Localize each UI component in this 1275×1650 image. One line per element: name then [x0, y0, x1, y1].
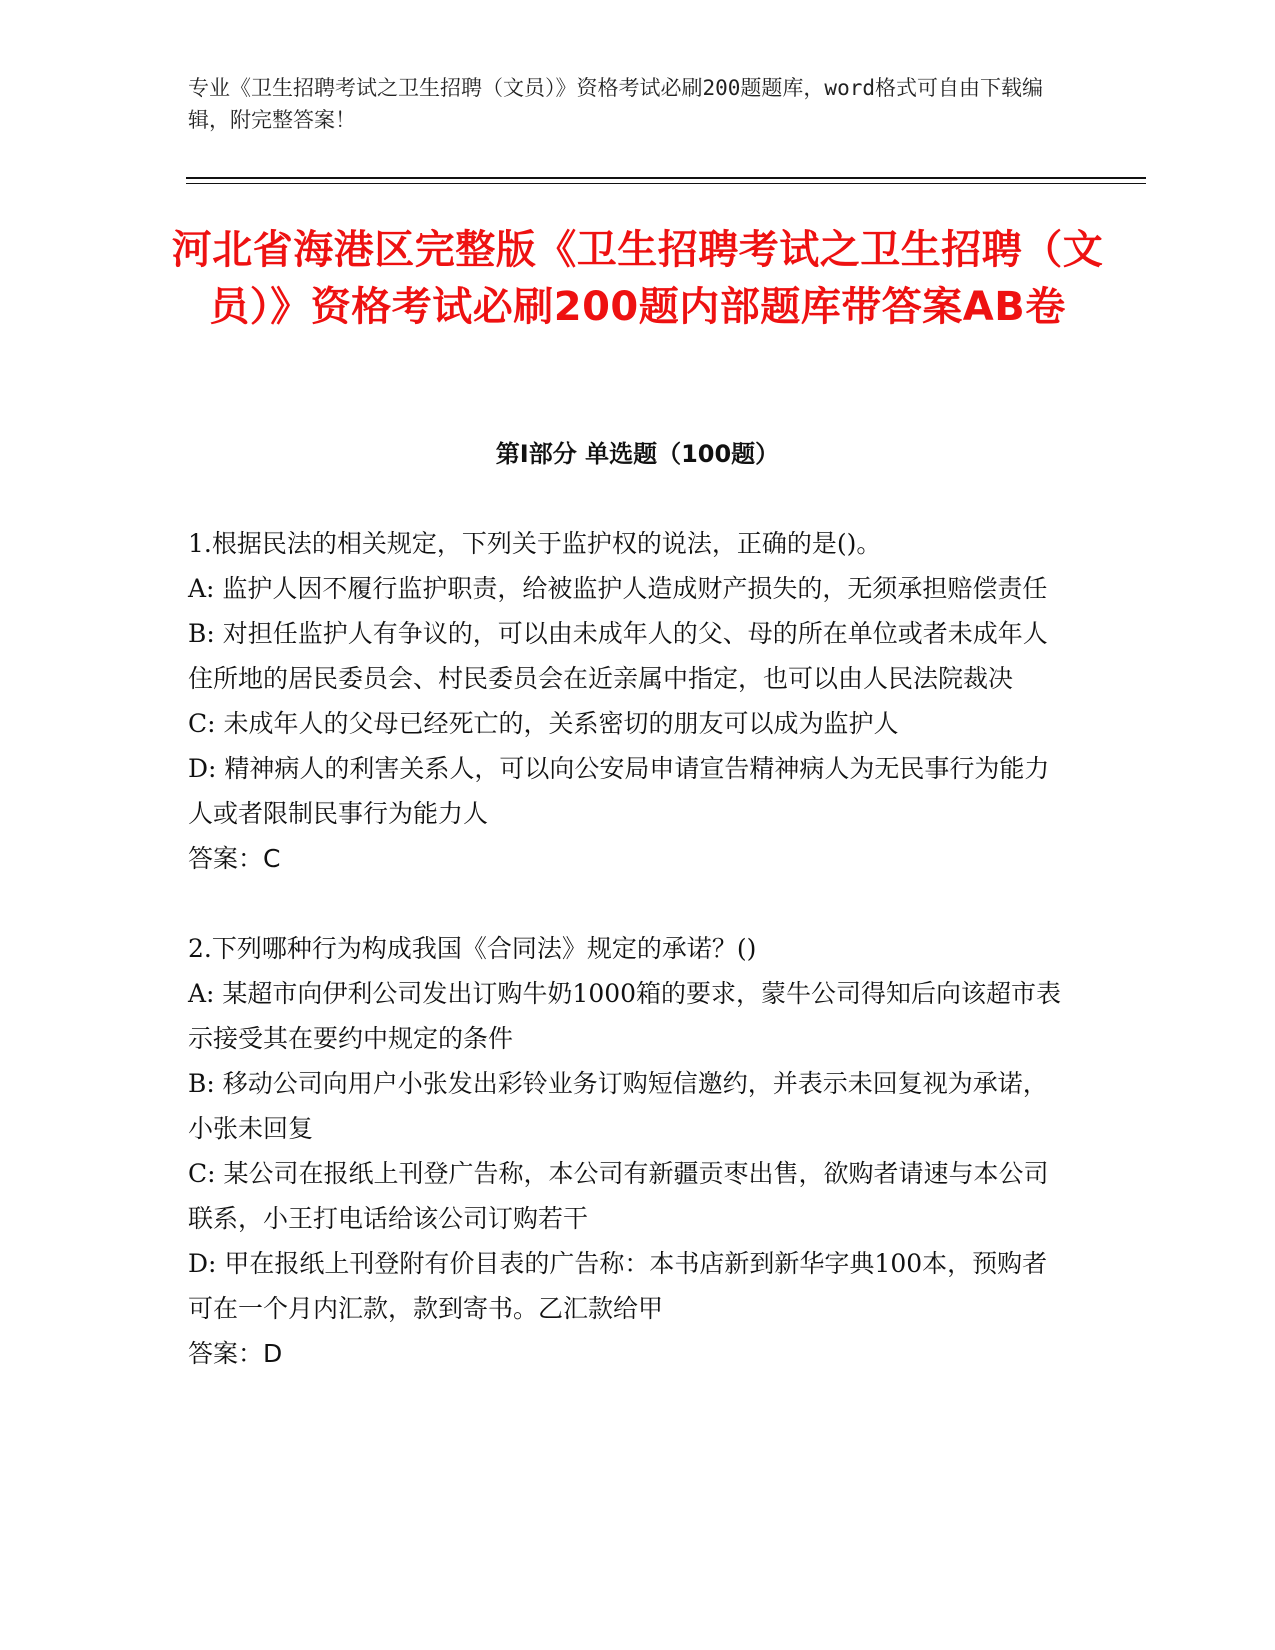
question-stem: 1.根据民法的相关规定，下列关于监护权的说法，正确的是()。	[188, 529, 882, 558]
answer: 答案：D	[188, 1339, 283, 1368]
document-title: 河北省海港区完整版《卫生招聘考试之卫生招聘（文员）》资格考试必刷200题内部题库带答案AB卷	[171, 227, 1104, 330]
header-note: 专业《卫生招聘考试之卫生招聘（文员）》资格考试必刷200题题库，word格式可自由下载编辑，附完整答案！	[188, 76, 1043, 132]
question-list	[188, 521, 1068, 1421]
option-a: A: 某超市向伊利公司发出订购牛奶1000箱的要求，蒙牛公司得知后向该超市表示接受其在要约中规定的条件	[188, 979, 1062, 1053]
question-1	[188, 521, 1068, 881]
option-c: C: 未成年人的父母已经死亡的，关系密切的朋友可以成为监护人	[188, 709, 899, 738]
option-b: B: 移动公司向用户小张发出彩铃业务订购短信邀约，并表示未回复视为承诺，小张未回复	[188, 1069, 1048, 1143]
option-d: D: 甲在报纸上刊登附有价目表的广告称：本书店新到新华字典100本，预购者可在一个月内汇款，款到寄书。乙汇款给甲	[188, 1249, 1048, 1323]
section-title: 第I部分 单选题（100题）	[495, 440, 780, 468]
question-2	[188, 926, 1068, 1376]
option-c: C: 某公司在报纸上刊登广告称，本公司有新疆贡枣出售，欲购者请速与本公司联系，小王打电话给该公司订购若干	[188, 1159, 1049, 1233]
option-d: D: 精神病人的利害关系人，可以向公安局申请宣告精神病人为无民事行为能力人或者限制民事行为能力人	[188, 754, 1050, 828]
question-stem: 2.下列哪种行为构成我国《合同法》规定的承诺？()	[188, 934, 757, 963]
option-a: A: 监护人因不履行监护职责，给被监护人造成财产损失的，无须承担赔偿责任	[188, 574, 1048, 603]
option-b: B: 对担任监护人有争议的，可以由未成年人的父、母的所在单位或者未成年人住所地的居民委员会、村民委员会在近亲属中指定，也可以由人民法院裁决	[188, 619, 1048, 693]
answer: 答案：C	[188, 844, 281, 873]
header-divider-thick	[186, 177, 1146, 179]
header-divider-thin	[186, 183, 1146, 184]
